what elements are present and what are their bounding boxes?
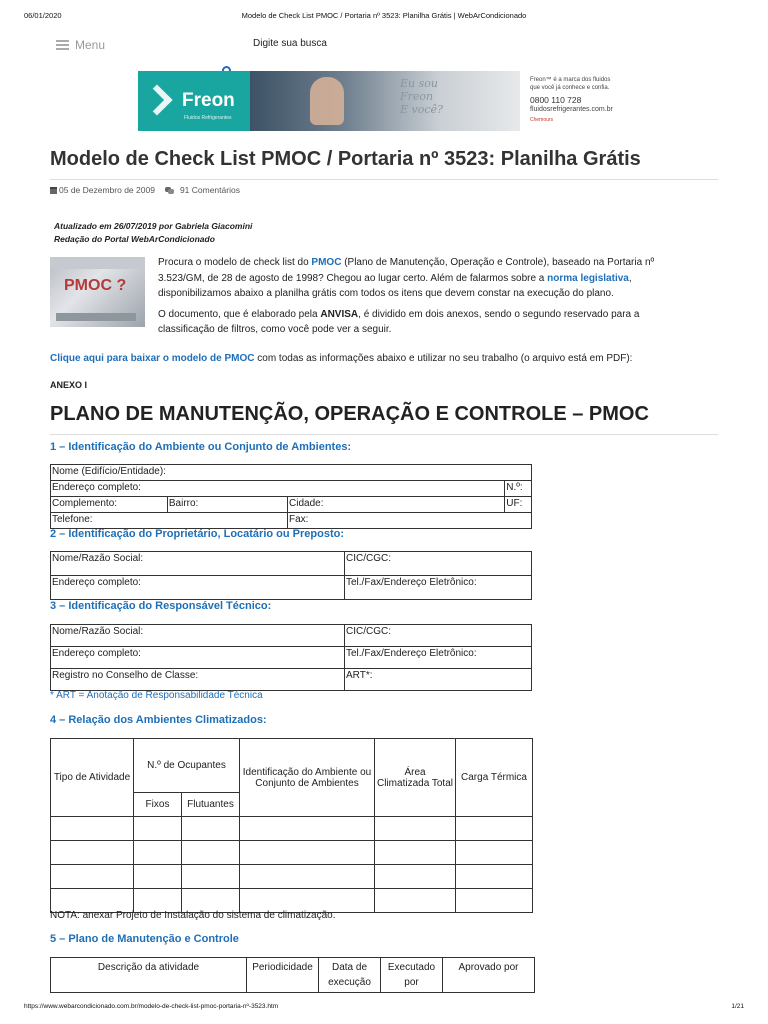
thumbnail-text: PMOC ? bbox=[64, 277, 127, 294]
banner-glass-text: Eu sou Freon E você? bbox=[400, 77, 443, 116]
article-date: 05 de Dezembro de 2009 bbox=[59, 185, 155, 195]
cell-tel: Tel./Fax/Endereço Eletrônico: bbox=[345, 576, 532, 600]
cell-cic: CIC/CGC: bbox=[345, 552, 532, 576]
cell-cic: CIC/CGC: bbox=[345, 625, 532, 647]
anexo-label: ANEXO I bbox=[50, 380, 88, 390]
banner-brand-sub: Fluidos Refrigerantes bbox=[184, 115, 232, 121]
norma-legislativa-link[interactable]: norma legislativa bbox=[547, 272, 629, 284]
print-url: https://www.webarcondicionado.com.br/modelo-de-check-list-pmoc-portaria-nº-3523.htm bbox=[24, 1003, 279, 1010]
menu-button[interactable] bbox=[56, 38, 105, 52]
cell-tel: Tel./Fax/Endereço Eletrônico: bbox=[345, 647, 532, 669]
art-note: * ART = Anotação de Responsabilidade Técnica bbox=[50, 690, 263, 701]
header-executado: Executado por bbox=[381, 958, 443, 993]
intro-text bbox=[158, 255, 698, 343]
pmoc-link[interactable]: PMOC bbox=[311, 257, 342, 268]
header-periodicidade: Periodicidade bbox=[247, 958, 319, 993]
cell-nome: Nome (Edifício/Entidade): bbox=[51, 465, 532, 481]
banner-photo bbox=[250, 71, 520, 131]
cell-uf: UF: bbox=[505, 497, 532, 513]
divider bbox=[50, 434, 718, 435]
header-descricao: Descrição da atividade bbox=[51, 958, 247, 993]
intro-paragraph-1: Procura o modelo de check list do PMOC (Plano de Manutenção, Operação e Controle), baseado na Portaria nº 3.523/GM, de 28 de agosto de 1998? Chegou ao lugar certo. Além de falarmos sobre a norma legislativa, disponibilizamos abaixo a planilha grátis com todos os itens que devem constar na execução do plano. bbox=[158, 257, 655, 299]
download-line: Clique aqui para baixar o modelo de PMOC com todas as informações abaixo e utilizar no seu trabalho (o arquivo está em PDF): bbox=[50, 353, 633, 364]
print-header bbox=[24, 11, 744, 23]
banner-brand-panel bbox=[138, 71, 250, 131]
cell-telefone: Telefone: bbox=[51, 513, 288, 529]
cell-nome: Nome/Razão Social: bbox=[51, 625, 345, 647]
header-flutuantes: Flutuantes bbox=[182, 793, 240, 817]
header-fixos: Fixos bbox=[134, 793, 182, 817]
intro-paragraph-2: O documento, que é elaborado pela ANVISA, é dividido em dois anexos, sendo o segundo reservado para a classificação de filtros, como você pode ver a seguir. bbox=[158, 308, 640, 335]
freon-logo-icon bbox=[141, 84, 172, 115]
section-2-heading: 2 – Identificação do Proprietário, Locatário ou Preposto: bbox=[50, 528, 344, 540]
banner-tagline-2: que você já conhece e confia. bbox=[530, 85, 610, 91]
pmoc-thumbnail-image bbox=[50, 257, 145, 327]
ambientes-table bbox=[50, 738, 533, 913]
cell-art: ART*: bbox=[345, 669, 532, 691]
banner-brand: Freon bbox=[182, 90, 235, 111]
print-date: 06/01/2020 bbox=[24, 11, 62, 20]
cell-fax: Fax: bbox=[288, 513, 532, 529]
responsavel-table bbox=[50, 624, 532, 691]
section-3-heading: 3 – Identificação do Responsável Técnico: bbox=[50, 600, 272, 612]
section-1-heading: 1 – Identificação do Ambiente ou Conjunto de Ambientes: bbox=[50, 441, 352, 453]
update-note bbox=[54, 220, 252, 246]
ad-banner[interactable] bbox=[138, 71, 630, 131]
download-link[interactable]: Clique aqui para baixar o modelo de PMOC bbox=[50, 353, 255, 364]
banner-info bbox=[520, 71, 630, 131]
updated-line: Atualizado em 26/07/2019 por Gabriela Giacomini bbox=[54, 221, 253, 231]
page-title: Modelo de Check List PMOC / Portaria nº 3523: Planilha Grátis bbox=[50, 148, 641, 170]
cell-nome: Nome/Razão Social: bbox=[51, 552, 345, 576]
page-number: 1/21 bbox=[731, 1003, 744, 1010]
ambiente-table bbox=[50, 464, 532, 529]
header-tipo: Tipo de Atividade bbox=[51, 739, 134, 817]
banner-hand-image bbox=[310, 77, 344, 125]
hamburger-icon bbox=[56, 40, 69, 50]
header-aprovado: Aprovado por bbox=[443, 958, 535, 993]
divider bbox=[50, 179, 718, 180]
banner-url: fluidosrefrigerantes.com.br bbox=[530, 106, 613, 113]
article-meta bbox=[50, 185, 240, 195]
manutencao-table bbox=[50, 957, 535, 993]
banner-partner: Chemours bbox=[530, 117, 554, 123]
cell-cidade: Cidade: bbox=[288, 497, 505, 513]
header-identificacao: Identificação do Ambiente ou Conjunto de Ambientes bbox=[240, 739, 375, 817]
section-4-heading: 4 – Relação dos Ambientes Climatizados: bbox=[50, 714, 267, 726]
print-footer bbox=[24, 1003, 744, 1010]
cell-bairro: Bairro: bbox=[167, 497, 287, 513]
cell-complemento: Complemento: bbox=[51, 497, 168, 513]
banner-tagline-1: Freon™ é a marca dos fluidos bbox=[530, 77, 611, 83]
table-row bbox=[51, 817, 533, 841]
cell-numero: N.º: bbox=[505, 481, 532, 497]
table-row bbox=[51, 889, 533, 913]
cell-endereco: Endereço completo: bbox=[51, 647, 345, 669]
comments-icon bbox=[165, 187, 174, 194]
cell-endereco: Endereço completo: bbox=[51, 481, 505, 497]
banner-phone: 0800 110 728 bbox=[530, 95, 582, 105]
header-carga: Carga Térmica bbox=[456, 739, 533, 817]
plan-title: PLANO DE MANUTENÇÃO, OPERAÇÃO E CONTROLE – PMOC bbox=[50, 403, 649, 425]
calendar-icon bbox=[50, 187, 57, 194]
header-ocupantes: N.º de Ocupantes bbox=[134, 739, 240, 793]
nota: NOTA: anexar Projeto de Instalação do sistema de climatização. bbox=[50, 910, 336, 921]
editorial-line: Redação do Portal WebArCondicionado bbox=[54, 234, 215, 244]
search-input[interactable]: Digite sua busca bbox=[253, 38, 327, 49]
cell-endereco: Endereço completo: bbox=[51, 576, 345, 600]
proprietario-table bbox=[50, 551, 532, 600]
header-area: Área Climatizada Total bbox=[375, 739, 456, 817]
header-data: Data de execução bbox=[319, 958, 381, 993]
table-row bbox=[51, 865, 533, 889]
comments-link[interactable]: 91 Comentários bbox=[179, 185, 240, 195]
cell-registro: Registro no Conselho de Classe: bbox=[51, 669, 345, 691]
section-5-heading: 5 – Plano de Manutenção e Controle bbox=[50, 933, 239, 945]
menu-label: Menu bbox=[75, 38, 106, 52]
print-doc-title: Modelo de Check List PMOC / Portaria nº 3523: Planilha Grátis | WebArCondicionado bbox=[241, 11, 527, 20]
table-row bbox=[51, 841, 533, 865]
